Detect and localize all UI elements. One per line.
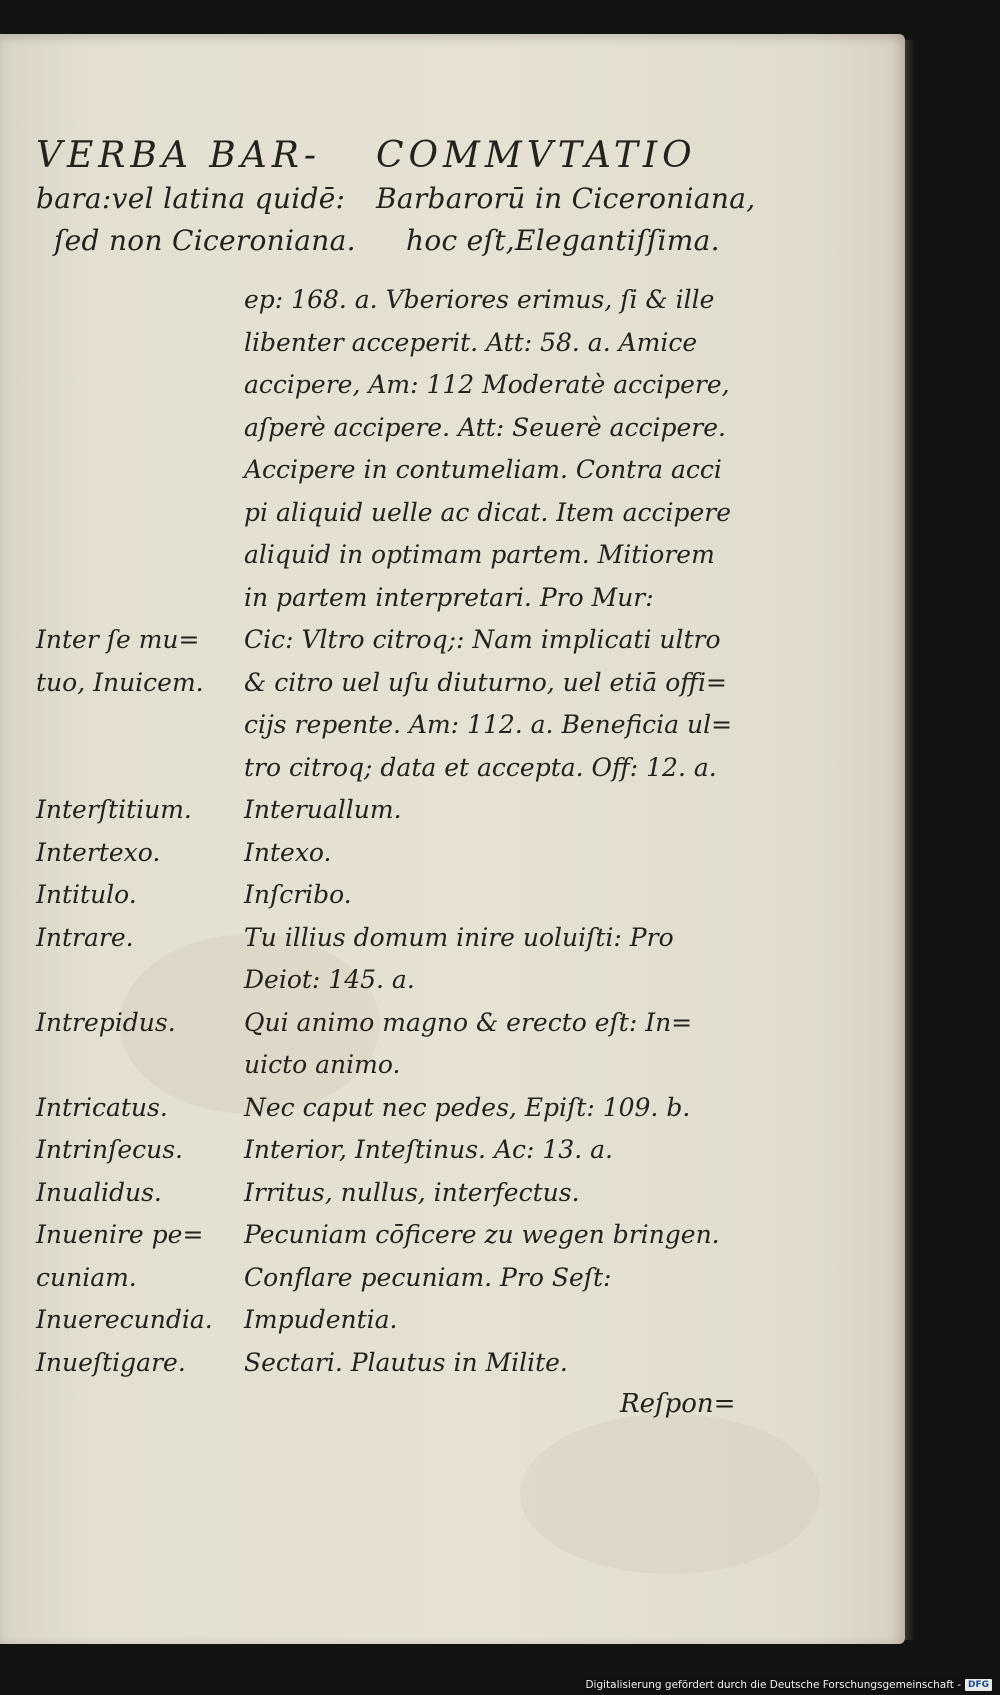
gloss-line: Pecuniam cōficere zu wegen bringen. — [244, 1220, 720, 1249]
digitization-credit — [583, 1677, 994, 1693]
term-line: Intitulo. — [36, 880, 137, 909]
entry-gloss — [244, 789, 896, 832]
catchword: Reſpon= — [620, 1389, 736, 1419]
entry-term — [36, 832, 244, 875]
entry-term — [36, 874, 244, 917]
gloss-line: Irritus, nullus, interfectus. — [244, 1177, 580, 1207]
gloss-line: Accipere in contumeliam. Contra acci — [244, 455, 722, 484]
header-left-title: VERBA BAR- — [36, 135, 322, 176]
entry-term — [36, 1214, 244, 1299]
glossary-entry — [36, 279, 896, 619]
entry-term — [36, 1172, 244, 1215]
entry-gloss — [244, 619, 896, 789]
gloss-line: tro citroq; data et accepta. Off: 12. a. — [244, 752, 717, 782]
term-line: Inualidus. — [36, 1177, 162, 1207]
header-right-line2: Barbarorū in Ciceroniana, — [376, 182, 756, 215]
entry-term — [36, 1087, 244, 1130]
gloss-line: Inſcribo. — [244, 880, 352, 909]
entry-gloss — [244, 1342, 896, 1385]
gloss-line: aliquid in optimam partem. Mitiorem — [244, 540, 715, 569]
gloss-line: ep: 168. a. Vberiores erimus, ſi & ille — [244, 285, 715, 314]
entry-gloss — [244, 1214, 896, 1299]
gloss-line: Tu illius domum inire uoluiſti: Pro — [244, 922, 674, 952]
term-line: Inuenire pe= — [36, 1220, 204, 1249]
entry-gloss — [244, 1087, 896, 1130]
gloss-line: uicto animo. — [244, 1050, 401, 1079]
glossary-entry — [36, 789, 896, 832]
gloss-line: Intexo. — [244, 837, 332, 867]
gloss-line: Deiot: 145. a. — [244, 965, 415, 994]
book-page — [0, 34, 905, 1644]
glossary-body — [36, 279, 896, 1384]
glossary-entry — [36, 1087, 896, 1130]
entry-gloss — [244, 874, 896, 917]
entry-gloss — [244, 1002, 896, 1087]
header-right-column — [376, 134, 776, 262]
term-line: tuo, Inuicem. — [36, 667, 204, 697]
entry-term — [36, 1129, 244, 1172]
term-line: Intricatus. — [36, 1092, 168, 1122]
header-left-column — [36, 134, 366, 262]
page-edge-shadow — [905, 40, 915, 1640]
gloss-line: Interior, Inteſtinus. Ac: 13. a. — [244, 1135, 613, 1164]
term-line: Inuerecundia. — [36, 1305, 213, 1334]
term-line: cuniam. — [36, 1262, 137, 1292]
entry-gloss — [244, 917, 896, 1002]
gloss-line: & citro uel uſu diuturno, uel etiā offi= — [244, 667, 727, 697]
gloss-line: pi aliquid uelle ac dicat. Item accipere — [244, 497, 732, 527]
entry-gloss — [244, 1129, 896, 1172]
glossary-entry — [36, 917, 896, 1002]
gloss-line: Nec caput nec pedes, Epiſt: 109. b. — [244, 1092, 691, 1122]
gloss-line: Conflare pecuniam. Pro Seſt: — [244, 1262, 612, 1292]
header-right-title: COMMVTATIO — [376, 135, 697, 176]
page-header — [36, 134, 756, 274]
entry-gloss — [244, 1172, 896, 1215]
entry-term — [36, 619, 244, 704]
gloss-line: in partem interpretari. Pro Mur: — [244, 582, 654, 612]
term-line: Inter ſe mu= — [36, 625, 200, 654]
glossary-entry — [36, 1299, 896, 1342]
term-line: Interſtitium. — [36, 795, 192, 824]
header-left-line2: bara:vel latina quidē: — [36, 182, 346, 215]
glossary-entry — [36, 1342, 896, 1385]
term-line: Intrinſecus. — [36, 1135, 183, 1164]
entry-gloss — [244, 279, 896, 619]
gloss-line: Interuallum. — [244, 795, 402, 824]
gloss-line: aſperè accipere. Att: Seuerè accipere. — [244, 412, 726, 442]
credit-text: Digitalisierung gefördert durch die Deutsche Forschungsgemeinschaft - — [585, 1679, 961, 1691]
entry-term — [36, 1299, 244, 1342]
paper-stain — [520, 1414, 820, 1574]
term-line: Intrare. — [36, 922, 134, 952]
entry-gloss — [244, 832, 896, 875]
term-line: Intertexo. — [36, 837, 161, 867]
header-right-line3: hoc eſt,Elegantiſſima. — [406, 224, 720, 257]
entry-term — [36, 917, 244, 960]
entry-term — [36, 1342, 244, 1385]
entry-term — [36, 1002, 244, 1045]
glossary-entry — [36, 1002, 896, 1087]
gloss-line: Sectari. Plautus in Milite. — [244, 1347, 568, 1377]
glossary-entry — [36, 832, 896, 875]
entry-gloss — [244, 1299, 896, 1342]
glossary-entry — [36, 1214, 896, 1299]
term-line: Inueſtigare. — [36, 1347, 186, 1377]
gloss-line: libenter acceperit. Att: 58. a. Amice — [244, 327, 698, 357]
gloss-line: cijs repente. Am: 112. a. Beneficia ul= — [244, 710, 733, 739]
dfg-logo-icon: DFG — [965, 1679, 992, 1691]
entry-term — [36, 789, 244, 832]
glossary-entry — [36, 1129, 896, 1172]
glossary-entry — [36, 619, 896, 789]
term-line: Intrepidus. — [36, 1007, 176, 1037]
gloss-line: Qui animo magno & erecto eſt: In= — [244, 1007, 693, 1037]
glossary-entry — [36, 1172, 896, 1215]
glossary-entry — [36, 874, 896, 917]
gloss-line: accipere, Am: 112 Moderatè accipere, — [244, 370, 730, 399]
gloss-line: Impudentia. — [244, 1305, 398, 1334]
header-left-line3: ſed non Ciceroniana. — [54, 224, 356, 257]
gloss-line: Cic: Vltro citroq;: Nam implicati ultro — [244, 625, 721, 654]
